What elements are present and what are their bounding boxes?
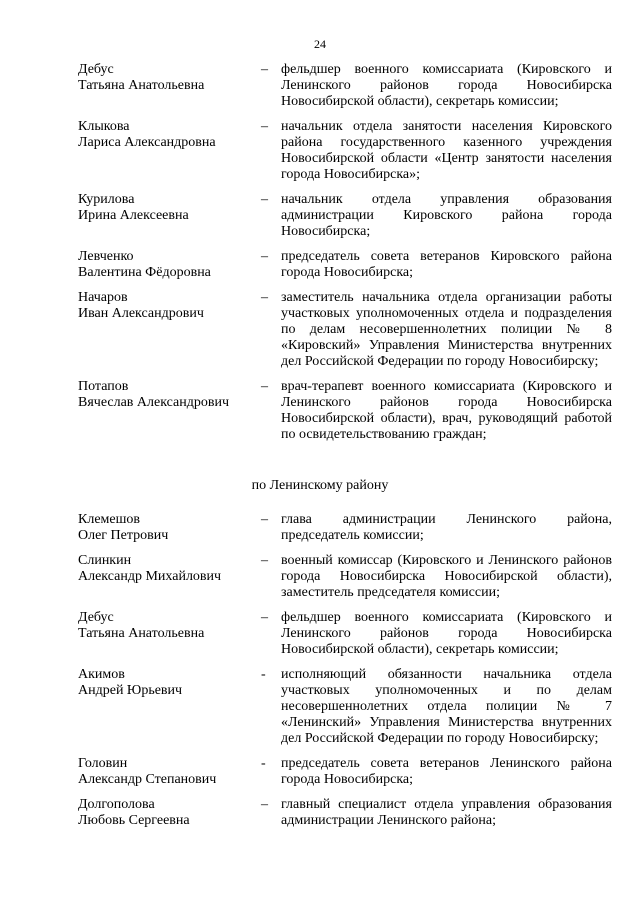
member-entry <box>78 667 612 747</box>
dash-separator: - <box>261 667 266 682</box>
member-given-names: Татьяна Анатольевна <box>78 626 205 641</box>
member-name <box>78 62 261 110</box>
member-given-names: Татьяна Анатольевна <box>78 78 205 93</box>
dash-separator: – <box>261 379 268 394</box>
member-entry <box>78 553 612 601</box>
member-surname: Клемешов <box>78 512 141 527</box>
member-given-names: Иван Александрович <box>78 306 204 321</box>
member-surname: Долгополова <box>78 797 155 812</box>
member-role: начальник отдела управления образования администрации Кировского района города Новосибирска; <box>281 192 612 239</box>
member-given-names: Александр Степанович <box>78 772 217 787</box>
member-surname: Начаров <box>78 290 128 305</box>
dash-separator: – <box>261 62 268 77</box>
member-given-names: Любовь Сергеевна <box>78 813 190 828</box>
member-role: председатель совета ветеранов Ленинского района города Новосибирска; <box>281 756 612 787</box>
member-surname: Потапов <box>78 379 129 394</box>
member-given-names: Александр Михайлович <box>78 569 222 584</box>
member-name <box>78 249 261 281</box>
member-surname: Акимов <box>78 667 125 682</box>
dash-separator: - <box>261 756 266 771</box>
member-given-names: Ирина Алексеевна <box>78 208 189 223</box>
member-name <box>78 379 261 443</box>
member-role: заместитель начальника отдела организации работы участковых уполномоченных отдела и подразделения по делам несовершеннолетних полиции № 8 «Кировский» Управления Министерства внутренних дел Российской Федерации по городу Новосибирску; <box>281 290 612 369</box>
member-entry <box>78 512 612 544</box>
member-name <box>78 797 261 829</box>
member-name <box>78 119 261 183</box>
member-surname: Клыкова <box>78 119 130 134</box>
member-entry <box>78 62 612 110</box>
dash-separator: – <box>261 290 268 305</box>
member-entry <box>78 610 612 658</box>
member-entry <box>78 290 612 370</box>
member-role: председатель совета ветеранов Кировского района города Новосибирска; <box>281 249 612 280</box>
member-name <box>78 290 261 370</box>
member-surname: Дебус <box>78 62 114 77</box>
member-entry <box>78 192 612 240</box>
member-name <box>78 756 261 788</box>
member-role: исполняющий обязанности начальника отдела участковых уполномоченных и по делам несовершеннолетних отдела полиции № 7 «Ленинский» Управления Министерства внутренних дел Российской Федерации по городу Новосибирску; <box>281 667 612 746</box>
member-name <box>78 512 261 544</box>
member-entry <box>78 119 612 183</box>
dash-separator: – <box>261 192 268 207</box>
dash-separator: – <box>261 797 268 812</box>
member-role: глава администрации Ленинского района, председатель комиссии; <box>281 512 612 543</box>
member-surname: Головин <box>78 756 128 771</box>
member-given-names: Олег Петрович <box>78 528 169 543</box>
member-surname: Дебус <box>78 610 114 625</box>
dash-separator: – <box>261 249 268 264</box>
member-surname: Слинкин <box>78 553 132 568</box>
member-entry <box>78 756 612 788</box>
member-role: военный комиссар (Кировского и Ленинского районов города Новосибирска Новосибирской области), заместитель председателя комиссии; <box>281 553 612 600</box>
member-name <box>78 553 261 601</box>
member-given-names: Андрей Юрьевич <box>78 683 183 698</box>
kirovsky-member-list <box>78 62 612 452</box>
dash-separator: – <box>261 512 268 527</box>
member-role: врач-терапевт военного комиссариата (Кировского и Ленинского районов города Новосибирска Новосибирской области), врач, руководящий работой по освидетельствованию граждан; <box>281 379 612 442</box>
member-name <box>78 610 261 658</box>
member-given-names: Вячеслав Александрович <box>78 395 230 410</box>
dash-separator: – <box>261 119 268 134</box>
dash-separator: – <box>261 553 268 568</box>
member-role: главный специалист отдела управления образования администрации Ленинского района; <box>281 797 612 828</box>
member-role: начальник отдела занятости населения Кировского района государственного казенного учреждения Новосибирской области «Центр занятости населения города Новосибирска»; <box>281 119 612 182</box>
dash-separator: – <box>261 610 268 625</box>
member-surname: Курилова <box>78 192 135 207</box>
member-entry <box>78 797 612 829</box>
member-role: фельдшер военного комиссариата (Кировского и Ленинского районов города Новосибирска Новосибирской области), секретарь комиссии; <box>281 610 612 657</box>
member-role: фельдшер военного комиссариата (Кировского и Ленинского районов города Новосибирска Новосибирской области), секретарь комиссии; <box>281 62 612 109</box>
leninsky-section-heading: по Ленинскому району <box>251 478 389 493</box>
member-surname: Левченко <box>78 249 134 264</box>
member-name <box>78 667 261 747</box>
member-entry <box>78 249 612 281</box>
page-number: 24 <box>314 37 326 51</box>
member-given-names: Валентина Фёдоровна <box>78 265 211 280</box>
member-name <box>78 192 261 240</box>
member-entry <box>78 379 612 443</box>
member-given-names: Лариса Александровна <box>78 135 216 150</box>
leninsky-member-list <box>78 512 612 838</box>
